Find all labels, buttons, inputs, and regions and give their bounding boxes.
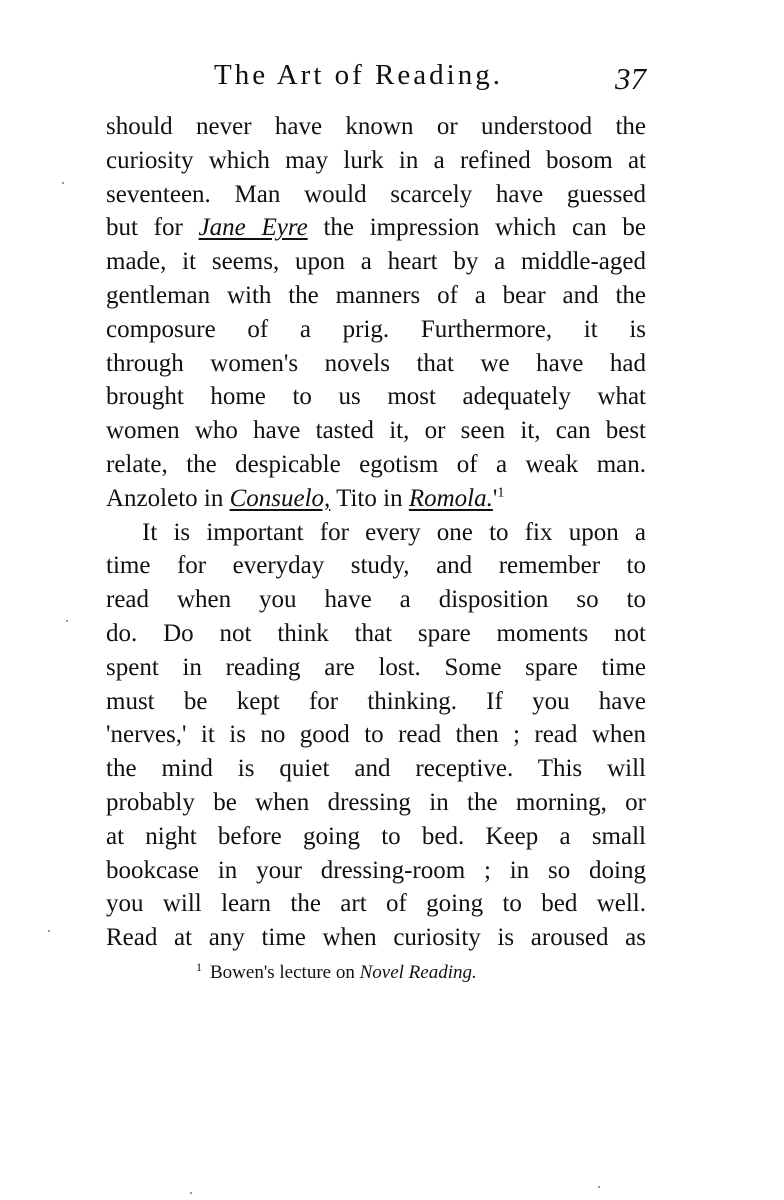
text-line: time for everyday study, and remember to bbox=[106, 552, 646, 580]
text-line: relate, the despicable egotism of a weak man. bbox=[106, 450, 646, 478]
text-segment: Anzoleto in bbox=[106, 484, 230, 512]
footnote-ref: 1 bbox=[497, 485, 505, 501]
text-line: gentleman with the manners of a bear and the bbox=[106, 281, 646, 309]
text-line: must be kept for thinking. If you have bbox=[106, 687, 646, 715]
paper-speck bbox=[66, 620, 68, 622]
text-line: composure of a prig. Furthermore, it is bbox=[106, 315, 646, 343]
running-head bbox=[106, 58, 646, 98]
paper-speck bbox=[48, 930, 50, 932]
text-line: probably be when dressing in the morning, or bbox=[106, 788, 646, 816]
text-segment: Tito in bbox=[330, 484, 409, 512]
text-segment: the impression which can be bbox=[307, 214, 646, 242]
text-line: women who have tasted it, or seen it, can best bbox=[106, 417, 646, 445]
text-segment: but for bbox=[106, 214, 199, 242]
italic-title: Romola. bbox=[408, 484, 493, 512]
text-line: should never have known or understood the bbox=[106, 113, 646, 140]
text-line: bookcase in your dressing-room ; in so doing bbox=[106, 856, 646, 884]
text-line: do. Do not think that spare moments not bbox=[106, 619, 646, 647]
running-title: The Art of Reading. bbox=[214, 59, 503, 91]
text-line: the mind is quiet and receptive. This will bbox=[106, 755, 646, 783]
text-segment: ' bbox=[492, 484, 498, 512]
footnote-text: Bowen's lecture on bbox=[210, 962, 360, 983]
page-number: 37 bbox=[615, 61, 646, 96]
text-line: It is important for every one to fix upon a bbox=[142, 518, 646, 546]
paper-speck bbox=[62, 182, 64, 184]
text-line: made, it seems, upon a heart by a middle-aged bbox=[106, 248, 646, 276]
body-text bbox=[106, 110, 646, 955]
text-line: you will learn the art of going to bed well. bbox=[106, 890, 646, 918]
text-line: read when you have a disposition so to bbox=[106, 586, 646, 614]
text-line: through women's novels that we have had bbox=[106, 349, 646, 377]
paper-speck bbox=[598, 1186, 600, 1188]
footnote-marker: 1 bbox=[196, 959, 202, 974]
text-line: seventeen. Man would scarcely have guessed bbox=[106, 180, 646, 208]
footnote bbox=[196, 960, 616, 986]
text-line bbox=[106, 211, 646, 245]
text-line: curiosity which may lurk in a refined bosom at bbox=[106, 146, 646, 174]
text-line: Read at any time when curiosity is aroused as bbox=[106, 924, 646, 952]
text-line bbox=[106, 482, 646, 516]
text-line: at night before going to bed. Keep a small bbox=[106, 822, 646, 850]
text-line: 'nerves,' it is no good to read then ; read when bbox=[106, 721, 646, 749]
italic-title: Jane Eyre bbox=[198, 214, 308, 242]
text-line: brought home to us most adequately what bbox=[106, 383, 646, 411]
italic-title: Consuelo, bbox=[229, 484, 331, 512]
text-line: spent in reading are lost. Some spare time bbox=[106, 653, 646, 681]
footnote-title: Novel Reading. bbox=[359, 962, 477, 983]
paper-speck bbox=[190, 1192, 192, 1194]
